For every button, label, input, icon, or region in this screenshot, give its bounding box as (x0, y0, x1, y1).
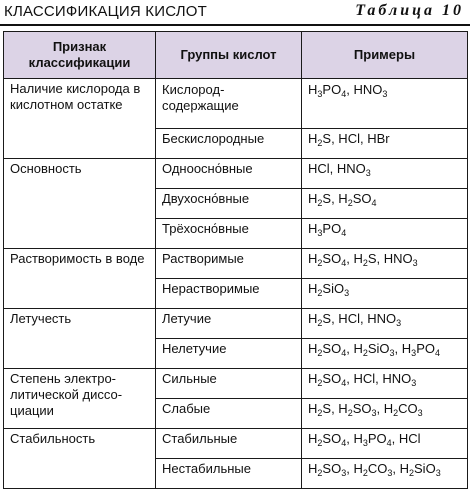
caption-divider (0, 24, 470, 26)
table-title: КЛАССИФИКАЦИЯ КИСЛОТ (4, 3, 208, 20)
examples-cell (302, 429, 468, 459)
examples-cell (302, 219, 468, 249)
formula-text: $H_2SO_4$, $H_3PO_4$, HCl (308, 431, 421, 448)
examples-cell (302, 129, 468, 159)
feature-cell: Летучесть (4, 309, 156, 369)
examples-cell (302, 339, 468, 369)
formula-text: $H_2SO_4$, HCl, $HNO_3$ (308, 371, 417, 388)
table-row (4, 369, 468, 399)
examples-cell (302, 159, 468, 189)
examples-cell (302, 309, 468, 339)
group-cell: Летучие (156, 309, 302, 339)
formula-text: $H_2SO_4$, $H_2S$, $HNO_3$ (308, 251, 418, 268)
feature-cell: Стабильность (4, 429, 156, 489)
examples-cell (302, 249, 468, 279)
group-cell: Одноосно́вные (156, 159, 302, 189)
formula-text: $H_2SO_3$, $H_2CO_3$, $H_2SiO_3$ (308, 461, 441, 478)
formula-text: $H_3PO_4$ (308, 221, 347, 238)
table-row (4, 249, 468, 279)
group-cell: Растворимые (156, 249, 302, 279)
column-header-examples: Примеры (302, 32, 468, 79)
feature-cell: Основность (4, 159, 156, 249)
formula-text: $H_2S$, $H_2SO_3$, $H_2CO_3$ (308, 401, 423, 418)
group-cell: Нелетучие (156, 339, 302, 369)
group-cell: Кислородсодержащие (156, 79, 302, 129)
formula-text: HCl, $HNO_3$ (308, 161, 371, 178)
group-cell: Слабые (156, 399, 302, 429)
examples-cell (302, 399, 468, 429)
column-header-group: Группы кислот (156, 32, 302, 79)
examples-cell (302, 279, 468, 309)
formula-text: $H_2SiO_3$ (308, 281, 350, 298)
acid-classification-table (3, 31, 468, 489)
feature-cell: Наличие кислорода в кислотном остатке (4, 79, 156, 159)
formula-text: $H_2S$, HCl, HBr (308, 131, 390, 148)
examples-cell (302, 369, 468, 399)
feature-cell: Растворимость в воде (4, 249, 156, 309)
table-caption-bar (0, 0, 470, 28)
examples-cell (302, 459, 468, 489)
table-row (4, 79, 468, 129)
formula-text: $H_2SO_4$, $H_2SiO_3$, $H_3PO_4$ (308, 341, 440, 358)
formula-text: $H_2S$, HCl, $HNO_3$ (308, 311, 402, 328)
examples-cell (302, 79, 468, 129)
table-header-row (4, 32, 468, 79)
table-row (4, 429, 468, 459)
feature-cell: Степень электролитической диссоциации (4, 369, 156, 429)
group-cell: Нерастворимые (156, 279, 302, 309)
table-row (4, 159, 468, 189)
examples-cell (302, 189, 468, 219)
column-header-feature: Признак классификации (4, 32, 156, 79)
formula-text: $H_2S$, $H_2SO_4$ (308, 191, 377, 208)
table-row (4, 309, 468, 339)
group-cell: Сильные (156, 369, 302, 399)
formula-text: $H_3PO_4$, $HNO_3$ (308, 82, 388, 99)
group-cell: Трёхосно́вные (156, 219, 302, 249)
group-cell: Бескислородные (156, 129, 302, 159)
table-number: Таблица 10 (355, 2, 464, 19)
group-cell: Нестабильные (156, 459, 302, 489)
group-cell: Двухосно́вные (156, 189, 302, 219)
group-cell: Стабильные (156, 429, 302, 459)
